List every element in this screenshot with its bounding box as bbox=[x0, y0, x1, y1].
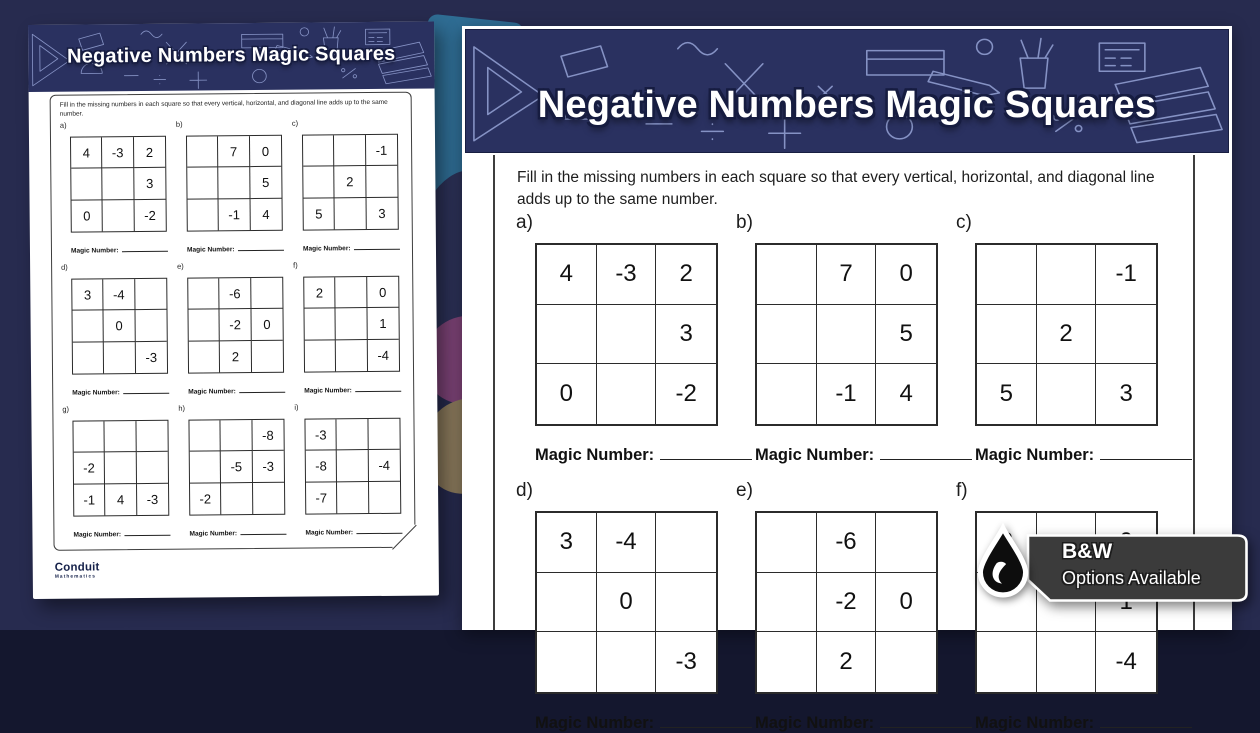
grid-cell bbox=[105, 452, 137, 484]
grid-cell bbox=[188, 199, 220, 231]
magic-number-row bbox=[187, 244, 284, 254]
magic-number-row bbox=[755, 445, 972, 465]
grid-cell bbox=[135, 279, 167, 311]
grid-cell: -3 bbox=[102, 137, 134, 169]
grid-cell: 2 bbox=[134, 137, 166, 169]
grid-cell bbox=[219, 167, 251, 199]
grid-cell: 7 bbox=[817, 245, 877, 305]
grid-cell bbox=[303, 167, 335, 199]
grid-cell: -1 bbox=[219, 199, 251, 231]
grid-cell bbox=[757, 573, 817, 633]
grid-cell: 0 bbox=[537, 364, 597, 424]
grid-cell: -5 bbox=[221, 451, 253, 483]
magic-number-label: Magic Number: bbox=[188, 388, 236, 396]
grid-cell bbox=[597, 364, 657, 424]
grid-cell bbox=[336, 340, 368, 372]
grid-cell bbox=[1037, 632, 1097, 692]
magic-square-grid bbox=[72, 420, 169, 517]
grid-cell bbox=[656, 513, 716, 573]
grid-cell: -3 bbox=[146, 491, 159, 507]
grid-cell: -2 bbox=[190, 483, 222, 515]
magic-number-blank bbox=[123, 387, 169, 394]
grid-cell: -4 bbox=[377, 347, 390, 363]
grid-cell: -6 bbox=[220, 278, 252, 310]
magic-number-row bbox=[72, 387, 169, 397]
grid-cell bbox=[71, 169, 103, 201]
grid-cell: 3 bbox=[537, 513, 597, 573]
magic-square-c bbox=[292, 118, 400, 253]
grid-cell bbox=[189, 341, 221, 373]
worksheet-title-large: Negative Numbers Magic Squares bbox=[537, 84, 1157, 126]
magic-square-grid bbox=[755, 243, 938, 426]
magic-number-label: Magic Number: bbox=[305, 529, 354, 537]
square-label: a) bbox=[59, 120, 67, 130]
grid-cell bbox=[977, 632, 1037, 692]
grid-cell bbox=[336, 308, 368, 340]
magic-square-grid bbox=[70, 136, 167, 233]
grid-cell bbox=[187, 136, 219, 168]
grid-cell: 0 bbox=[876, 573, 936, 633]
magic-square-grid bbox=[71, 278, 168, 375]
grid-cell bbox=[251, 340, 283, 372]
magic-square-grid bbox=[304, 418, 401, 515]
grid-cell: -1 bbox=[817, 364, 877, 424]
grid-cell bbox=[369, 481, 401, 513]
square-label: e) bbox=[177, 261, 184, 271]
grid-cell bbox=[368, 419, 400, 451]
grid-cell: -3 bbox=[675, 648, 697, 676]
grid-cell: 3 bbox=[1119, 380, 1133, 408]
publisher-logo-name: Conduit bbox=[54, 561, 100, 574]
grid-cell: 3 bbox=[656, 305, 716, 365]
magic-number-label: Magic Number: bbox=[70, 247, 119, 255]
grid-cell: -4 bbox=[1115, 648, 1137, 676]
worksheet-header-band-large bbox=[465, 29, 1229, 153]
magic-number-row bbox=[303, 243, 400, 253]
grid-cell bbox=[187, 168, 219, 200]
grid-cell: -2 bbox=[220, 309, 252, 341]
grid-cell bbox=[305, 340, 337, 372]
magic-number-label: Magic Number: bbox=[975, 714, 1095, 732]
magic-square-grid bbox=[535, 243, 718, 426]
grid-cell bbox=[73, 342, 105, 374]
grid-cell: 5 bbox=[876, 305, 936, 365]
grid-cell: 3 bbox=[134, 168, 166, 200]
magic-square-c bbox=[956, 210, 1192, 465]
grid-cell bbox=[977, 245, 1037, 305]
grid-cell bbox=[977, 305, 1037, 365]
grid-cell: 2 bbox=[817, 632, 877, 692]
publisher-logo-tagline: Mathematics bbox=[54, 574, 97, 580]
grid-cell: 3 bbox=[72, 279, 104, 311]
magic-number-label: Magic Number: bbox=[73, 531, 122, 539]
grid-cell bbox=[334, 135, 366, 167]
grid-cell bbox=[1037, 245, 1097, 305]
grid-cell: -4 bbox=[597, 513, 657, 573]
magic-square-g bbox=[62, 404, 170, 539]
square-label: c) bbox=[291, 118, 299, 128]
grid-cell bbox=[136, 421, 168, 453]
grid-cell: 0 bbox=[367, 277, 399, 309]
magic-number-label: Magic Number: bbox=[975, 446, 1095, 464]
grid-cell: 2 bbox=[304, 277, 336, 309]
grid-cell: 2 bbox=[1037, 305, 1097, 365]
grid-cell: 4 bbox=[262, 206, 270, 222]
grid-cell bbox=[537, 305, 597, 365]
worksheet-header-band bbox=[28, 21, 435, 92]
worksheet-instructions: Fill in the missing numbers in each square so that every vertical, horizontal, and diagonal line adds up to the same number. bbox=[59, 98, 388, 118]
grid-cell bbox=[105, 421, 137, 453]
grid-cell: -2 bbox=[74, 453, 106, 485]
grid-cell: -4 bbox=[368, 450, 400, 482]
square-label: f) bbox=[956, 480, 968, 501]
magic-number-blank bbox=[354, 243, 400, 250]
square-label: e) bbox=[736, 480, 753, 501]
grid-cell bbox=[72, 311, 104, 343]
grid-cell bbox=[221, 420, 253, 452]
grid-cell: 2 bbox=[220, 341, 252, 373]
grid-cell bbox=[817, 305, 877, 365]
magic-number-blank bbox=[239, 386, 285, 393]
magic-number-row bbox=[304, 385, 401, 395]
square-label: i) bbox=[294, 402, 299, 412]
magic-number-label: Magic Number: bbox=[755, 714, 875, 732]
grid-cell bbox=[876, 632, 936, 692]
grid-cell bbox=[336, 277, 368, 309]
grid-cell bbox=[135, 310, 167, 342]
grid-cell bbox=[656, 573, 716, 633]
grid-cell: 2 bbox=[656, 245, 716, 305]
grid-cell: 0 bbox=[104, 310, 136, 342]
grid-cell: 0 bbox=[876, 245, 936, 305]
grid-cell bbox=[189, 420, 221, 452]
grid-cell: -3 bbox=[305, 419, 337, 451]
square-label: g) bbox=[62, 404, 70, 414]
magic-square-grid bbox=[186, 135, 283, 232]
magic-square-grid bbox=[535, 511, 718, 694]
magic-number-row bbox=[73, 529, 170, 539]
magic-square-i bbox=[294, 402, 402, 537]
grid-cell: 4 bbox=[105, 484, 137, 516]
grid-cell: 4 bbox=[899, 380, 913, 408]
magic-square-h bbox=[178, 403, 286, 538]
magic-number-blank bbox=[355, 385, 401, 392]
grid-cell: -7 bbox=[306, 482, 338, 514]
bw-options-badge bbox=[970, 518, 1260, 630]
magic-number-blank bbox=[240, 528, 286, 535]
grid-cell bbox=[188, 310, 220, 342]
grid-cell bbox=[304, 309, 336, 341]
grid-cell: 4 bbox=[537, 245, 597, 305]
square-label: b) bbox=[175, 119, 183, 129]
badge-title: B&W bbox=[1062, 540, 1113, 563]
grid-cell bbox=[1037, 364, 1097, 424]
grid-cell: 1 bbox=[367, 308, 399, 340]
magic-square-grid bbox=[755, 511, 938, 694]
magic-square-a bbox=[60, 120, 168, 255]
magic-square-b bbox=[736, 210, 972, 465]
grid-cell: -4 bbox=[104, 279, 136, 311]
magic-number-label: Magic Number: bbox=[189, 530, 238, 538]
grid-cell bbox=[337, 482, 369, 514]
grid-cell: 2 bbox=[335, 166, 367, 198]
grid-cell: 0 bbox=[72, 200, 104, 232]
grid-cell: -1 bbox=[1096, 245, 1156, 305]
square-label: b) bbox=[736, 212, 753, 233]
magic-square-grid bbox=[188, 419, 285, 516]
magic-square-grid bbox=[302, 134, 399, 231]
grid-cell: -2 bbox=[675, 380, 697, 408]
grid-cell bbox=[757, 245, 817, 305]
grid-cell bbox=[597, 305, 657, 365]
magic-square-b bbox=[176, 119, 284, 254]
grid-cell bbox=[366, 166, 398, 198]
magic-number-row bbox=[305, 527, 402, 537]
grid-cell bbox=[757, 513, 817, 573]
magic-square-d bbox=[61, 262, 169, 397]
magic-square-grid bbox=[187, 277, 284, 374]
square-label: c) bbox=[956, 212, 972, 233]
grid-cell: 5 bbox=[304, 198, 336, 230]
magic-square-d bbox=[516, 478, 752, 733]
magic-number-row bbox=[755, 713, 972, 733]
grid-cell bbox=[537, 573, 597, 633]
magic-number-blank bbox=[122, 245, 168, 252]
grid-cell bbox=[335, 198, 367, 230]
grid-cell: 0 bbox=[250, 136, 282, 168]
worksheet-content-frame bbox=[50, 92, 416, 551]
magic-number-blank bbox=[1100, 713, 1192, 728]
grid-cell bbox=[757, 632, 817, 692]
grid-cell: -3 bbox=[145, 349, 158, 365]
grid-cell: 4 bbox=[71, 137, 103, 169]
grid-cell bbox=[104, 342, 136, 374]
magic-square-grid bbox=[975, 243, 1158, 426]
magic-square-grid bbox=[303, 276, 400, 373]
square-label: a) bbox=[516, 212, 533, 233]
grid-cell: -6 bbox=[817, 513, 877, 573]
worksheet-instructions-large: Fill in the missing numbers in each square so that every vertical, horizontal, and diagonal line adds up to the same number. bbox=[517, 169, 1155, 208]
content-frame-left-border bbox=[493, 155, 495, 630]
square-label: d) bbox=[516, 480, 533, 501]
grid-cell bbox=[253, 482, 285, 514]
magic-number-row bbox=[975, 713, 1192, 733]
grid-cell bbox=[188, 278, 220, 310]
grid-cell bbox=[221, 483, 253, 515]
square-label: h) bbox=[178, 403, 186, 413]
magic-number-label: Magic Number: bbox=[302, 245, 351, 253]
magic-square-f bbox=[293, 260, 401, 395]
grid-cell bbox=[1096, 305, 1156, 365]
grid-cell bbox=[757, 364, 817, 424]
grid-cell: -3 bbox=[597, 245, 657, 305]
magic-number-label: Magic Number: bbox=[72, 389, 120, 397]
ink-drop-icon bbox=[974, 524, 1032, 598]
magic-number-label: Magic Number: bbox=[304, 387, 352, 395]
grid-cell: 0 bbox=[251, 309, 283, 341]
grid-cell bbox=[876, 513, 936, 573]
magic-number-label: Magic Number: bbox=[535, 714, 655, 732]
grid-cell: -2 bbox=[144, 207, 156, 223]
grid-cell bbox=[337, 450, 369, 482]
magic-number-blank bbox=[1100, 445, 1192, 460]
magic-number-label: Magic Number: bbox=[755, 446, 875, 464]
grid-cell bbox=[190, 452, 222, 484]
grid-cell: -1 bbox=[74, 484, 106, 516]
square-label: f) bbox=[293, 260, 298, 270]
publisher-logo bbox=[55, 561, 100, 579]
magic-number-row bbox=[535, 713, 752, 733]
magic-number-row bbox=[535, 445, 752, 465]
magic-number-row bbox=[71, 245, 168, 255]
magic-number-row bbox=[188, 386, 285, 396]
badge-subtitle: Options Available bbox=[1062, 568, 1201, 588]
magic-number-blank bbox=[124, 529, 170, 536]
magic-number-row bbox=[189, 528, 286, 538]
worksheet-title: Negative Numbers Magic Squares bbox=[67, 42, 396, 68]
magic-number-blank bbox=[356, 527, 402, 534]
grid-cell: 5 bbox=[977, 364, 1037, 424]
magic-square-a bbox=[516, 210, 752, 465]
grid-cell: -2 bbox=[817, 573, 877, 633]
grid-cell bbox=[757, 305, 817, 365]
magic-square-e bbox=[736, 478, 972, 733]
magic-number-row bbox=[975, 445, 1192, 465]
grid-cell: -8 bbox=[306, 451, 338, 483]
grid-cell: -8 bbox=[252, 420, 284, 452]
grid-cell: -1 bbox=[366, 135, 398, 167]
grid-cell bbox=[251, 278, 283, 310]
grid-cell bbox=[537, 632, 597, 692]
grid-cell bbox=[303, 135, 335, 167]
magic-square-e bbox=[177, 261, 285, 396]
grid-cell: 3 bbox=[378, 205, 386, 221]
grid-cell bbox=[103, 168, 135, 200]
magic-number-blank bbox=[238, 244, 284, 251]
grid-cell bbox=[103, 200, 135, 232]
grid-cell: 5 bbox=[250, 167, 282, 199]
grid-cell: 0 bbox=[597, 573, 657, 633]
grid-cell bbox=[136, 452, 168, 484]
magic-number-label: Magic Number: bbox=[186, 246, 235, 254]
grid-cell bbox=[73, 421, 105, 453]
grid-cell bbox=[337, 419, 369, 451]
grid-cell bbox=[597, 632, 657, 692]
worksheet-thumbnail-page bbox=[28, 21, 439, 599]
grid-cell: -3 bbox=[252, 451, 284, 483]
square-label: d) bbox=[61, 262, 68, 272]
grid-cell: 7 bbox=[218, 136, 250, 168]
magic-number-label: Magic Number: bbox=[535, 446, 655, 464]
